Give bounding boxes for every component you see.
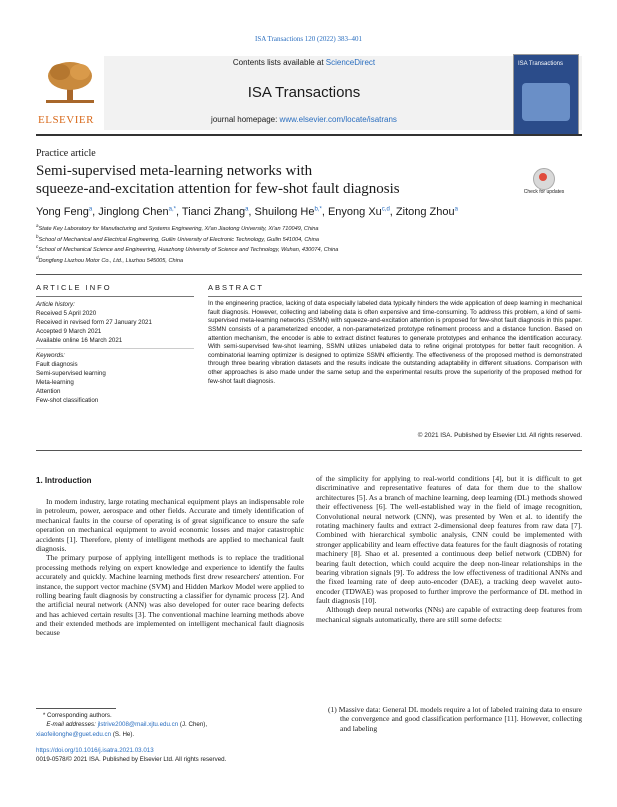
author-affiliation-marker[interactable]: c,d	[381, 206, 390, 213]
history-revised: Received in revised form 27 January 2021	[36, 318, 152, 326]
affiliation	[36, 234, 582, 245]
affiliation	[36, 223, 582, 234]
affiliation-text: School of Mechanical and Electrical Engineering, Guilin University of Electronic Technology, Guilin 541004, China	[38, 236, 319, 243]
keywords	[36, 352, 196, 406]
affiliation-marker: a	[36, 223, 39, 228]
homepage-link[interactable]: www.elsevier.com/locate/isatrans	[279, 115, 397, 124]
author-separator: ,	[321, 206, 328, 218]
affiliation-text: Dongfeng Liuzhou Motor Co., Ltd., Liuzhou 545005, China	[38, 257, 184, 264]
affiliation-text: State Key Laboratory for Manufacturing and Systems Engineering, Xi'an Jiaotong University, Xi'an 710049, China	[38, 225, 319, 232]
body-paragraph: of the simplicity for applying to real-world conditions [4], but it is difficult to get discriminative and representative features of data for them due to the shallow architectures [5]. As a branch of machine learning, deep learning (DL) methods showed their effectiveness [6]. The well-established way in the field of image recognition, Convolutional neural network (CNN), was presented by Wen et al. to identify the rotating machinery faults and extract 2-dimensional deep features from raw data [7]. Combined with hierarchical symbolic analysis, CNN could be implemented with stronger applicability and learn effective data features for the fault diagnosis of rotating machinery [8]. Shao et al. presented a continuous deep belief network (CDBN) for bearing fault detection, which could acquire the deep non-linear relationships in the bearing vibration signals [9]. To address the low effectiveness of traditional ANNs and the fixed learning rate of deep auto-encoder (DAE), a tracking deep wavelet auto-encoder (TDWAE) was proposed to further improve the performance of DL method in fault diagnosis [10].	[316, 474, 582, 606]
affiliation-text: School of Mechanical Science and Engineering, Huazhong University of Science and Technology, Wuhan, 430074, China	[38, 246, 339, 253]
author-separator: ,	[92, 206, 99, 218]
email-note	[36, 720, 304, 729]
contents-line	[104, 58, 504, 67]
author-list	[36, 206, 458, 218]
journal-citation[interactable]: ISA Transactions 120 (2022) 383–401	[255, 35, 362, 43]
author-name[interactable]: Enyong Xu	[327, 206, 382, 218]
footnote-rule	[36, 708, 116, 709]
body-paragraph: The primary purpose of applying intelligent methods is to replace the traditional processing methods relying on expert knowledge and experience to identify the faults accurately and quickly. Machine learning methods first drew researchers' attention. For instance, the support vector machine (SVM) and Hidden Markov Model were applied to rolling bearing fault diagnosis by constructing a classifier for dynamic process [2]. And the artificial neural network (ANN) was also developed for outer race bearing defects and has achieved certain results [3]. The conventional machine learning methods above and their extended methods are implemented on intelligent mechanical fault diagnosis because	[36, 553, 304, 638]
affiliation-marker: b	[36, 233, 39, 239]
abstract-bottom-rule	[36, 450, 582, 451]
author-affiliation-marker[interactable]: a	[454, 206, 458, 213]
history-received: Received 5 April 2020	[36, 309, 97, 317]
corresponding-label: Corresponding authors.	[47, 712, 112, 719]
header-rule	[36, 134, 582, 136]
abstract-rule	[208, 296, 582, 297]
sciencedirect-link[interactable]: ScienceDirect	[325, 58, 376, 67]
keyword: Meta-learning	[36, 378, 74, 386]
doi-link[interactable]: https://doi.org/10.1016/j.isatra.2021.03.013	[36, 747, 154, 754]
body-paragraph: Although deep neural networks (NNs) are capable of extracting deep features from mechanical signals automatically, there are still some defects:	[316, 605, 582, 624]
title-line-1: Semi-supervised meta-learning networks with	[36, 163, 313, 179]
check-updates-icon	[533, 168, 555, 190]
keyword: Attention	[36, 387, 61, 395]
author-affiliation-marker[interactable]: a	[88, 206, 93, 213]
article-info-heading: ARTICLE INFO	[36, 283, 112, 292]
email-owner-2: (S. He).	[111, 730, 135, 738]
journal-title: ISA Transactions	[247, 84, 361, 101]
author-affiliation-marker[interactable]: a,*	[168, 206, 176, 213]
author-separator: ,	[175, 206, 182, 218]
corresponding-note: * Corresponding authors.	[36, 712, 112, 719]
author-affiliation-marker[interactable]: a	[245, 206, 249, 213]
author-affiliation-marker[interactable]: b,*	[314, 206, 322, 213]
elsevier-tree-icon	[42, 60, 98, 104]
author-name[interactable]: Yong Feng	[36, 206, 89, 218]
publisher-logo-text: ELSEVIER	[38, 114, 94, 126]
cover-title: ISA Transactions	[518, 61, 564, 67]
keyword: Few-shot classification	[36, 396, 99, 404]
doi-block	[36, 746, 436, 765]
body-column-left	[36, 497, 304, 638]
affiliation	[36, 244, 582, 255]
body-paragraph: In modern industry, large rotating mechanical equipment plays an indispensable role in petroleum, power, aerospace and other fields. Accurate and timely identification of mechanical faults in the course of operating is of great significance to ensure the safe operation on mechanical equipment to avoid economic losses and major catastrophic accidents [1]. Therefore, plenty of intelligent methods are applied to mechanical fault diagnosis.	[36, 497, 304, 553]
article-title	[36, 162, 476, 198]
check-for-updates-badge[interactable]	[523, 168, 565, 204]
author-name[interactable]: Jinglong Chen	[98, 206, 169, 218]
history-online: Available online 16 March 2021	[36, 336, 123, 344]
author-name[interactable]: Tianci Zhang	[181, 206, 246, 218]
check-updates-label: Check for updates	[523, 189, 565, 195]
cover-image	[522, 83, 570, 121]
abstract-text: In the engineering practice, lacking of data especially labeled data typically hinders the wide application of deep learning in mechanical fault diagnosis. However, collecting and labeling data is often expensive and time-consuming. To address this problem, a kind of semi-supervised meta-learning networks (SSMN) with squeeze-and-excitation attention is proposed for few-shot fault diagnosis in this paper. SSMN consists of a parameterized encoder, a non-parameterized prototype refinement process and a distance function. Based on attention mechanism, the encoder is able to extract distinct features to generate prototypes and enhance the identification accuracy. With semi-supervised few-shot learning, SSMN utilizes unlabeled data to refine original prototypes for better fault recognition. A combinatorial learning optimizer is designed to optimize SSMN efficiently. The effectiveness of the proposed method is demonstrated through three bearing vibration datasets and the results indicate the outstanding adaptability in different situations. Comparison with other approaches is also made under the same setup and the experimental results prove the superiority of the proposed method for few-shot fault diagnosis.	[208, 300, 582, 385]
affiliation-marker: d	[36, 254, 39, 260]
article-history	[36, 301, 196, 346]
history-rule	[36, 348, 194, 349]
author-separator: ,	[248, 206, 255, 218]
email-label: E-mail addresses:	[46, 721, 96, 729]
copyright-notice: © 2021 ISA. Published by Elsevier Ltd. All rights reserved.	[417, 432, 582, 439]
issn-line: 0019-0578/© 2021 ISA. Published by Elsevier Ltd. All rights reserved.	[36, 756, 227, 764]
article-info-rule	[36, 296, 194, 297]
email-owner-1: (J. Chen),	[178, 721, 208, 729]
keyword: Semi-supervised learning	[36, 369, 106, 377]
homepage-prefix: journal homepage:	[211, 115, 280, 124]
list-item: (1) Massive data: General DL models require a lot of labeled training data to ensure the convergence and good classification performance [11]. However, collecting and labeling	[328, 705, 582, 733]
affiliations	[36, 223, 582, 265]
defects-list	[316, 705, 582, 733]
email-link-2[interactable]: xiaofeilonghe@guet.edu.cn	[36, 730, 112, 738]
affiliation-marker: c	[36, 244, 39, 250]
history-accepted: Accepted 9 March 2021	[36, 327, 102, 335]
contents-prefix: Contents lists available at	[232, 58, 326, 67]
email-note-2	[36, 730, 304, 739]
history-label: Article history:	[36, 301, 75, 308]
title-line-2: squeeze-and-excitation attention for few-shot fault diagnosis	[36, 181, 400, 197]
journal-homepage-line	[104, 115, 504, 124]
author-name[interactable]: Shuilong He	[254, 206, 315, 218]
affiliation	[36, 255, 582, 266]
footnotes	[36, 711, 304, 739]
author-name[interactable]: Zitong Zhou	[395, 206, 455, 218]
author-separator: ,	[389, 206, 396, 218]
article-type: Practice article	[36, 148, 96, 159]
keyword: Fault diagnosis	[36, 360, 78, 368]
body-column-right	[316, 474, 582, 624]
introduction-heading: 1. Introduction	[36, 476, 92, 485]
email-link-1[interactable]: jlstrive2008@mail.xjtu.edu.cn	[97, 721, 179, 729]
keywords-label: Keywords:	[36, 352, 65, 359]
journal-cover-thumbnail	[513, 54, 579, 136]
section-rule	[36, 274, 582, 275]
abstract-heading: ABSTRACT	[208, 283, 265, 292]
